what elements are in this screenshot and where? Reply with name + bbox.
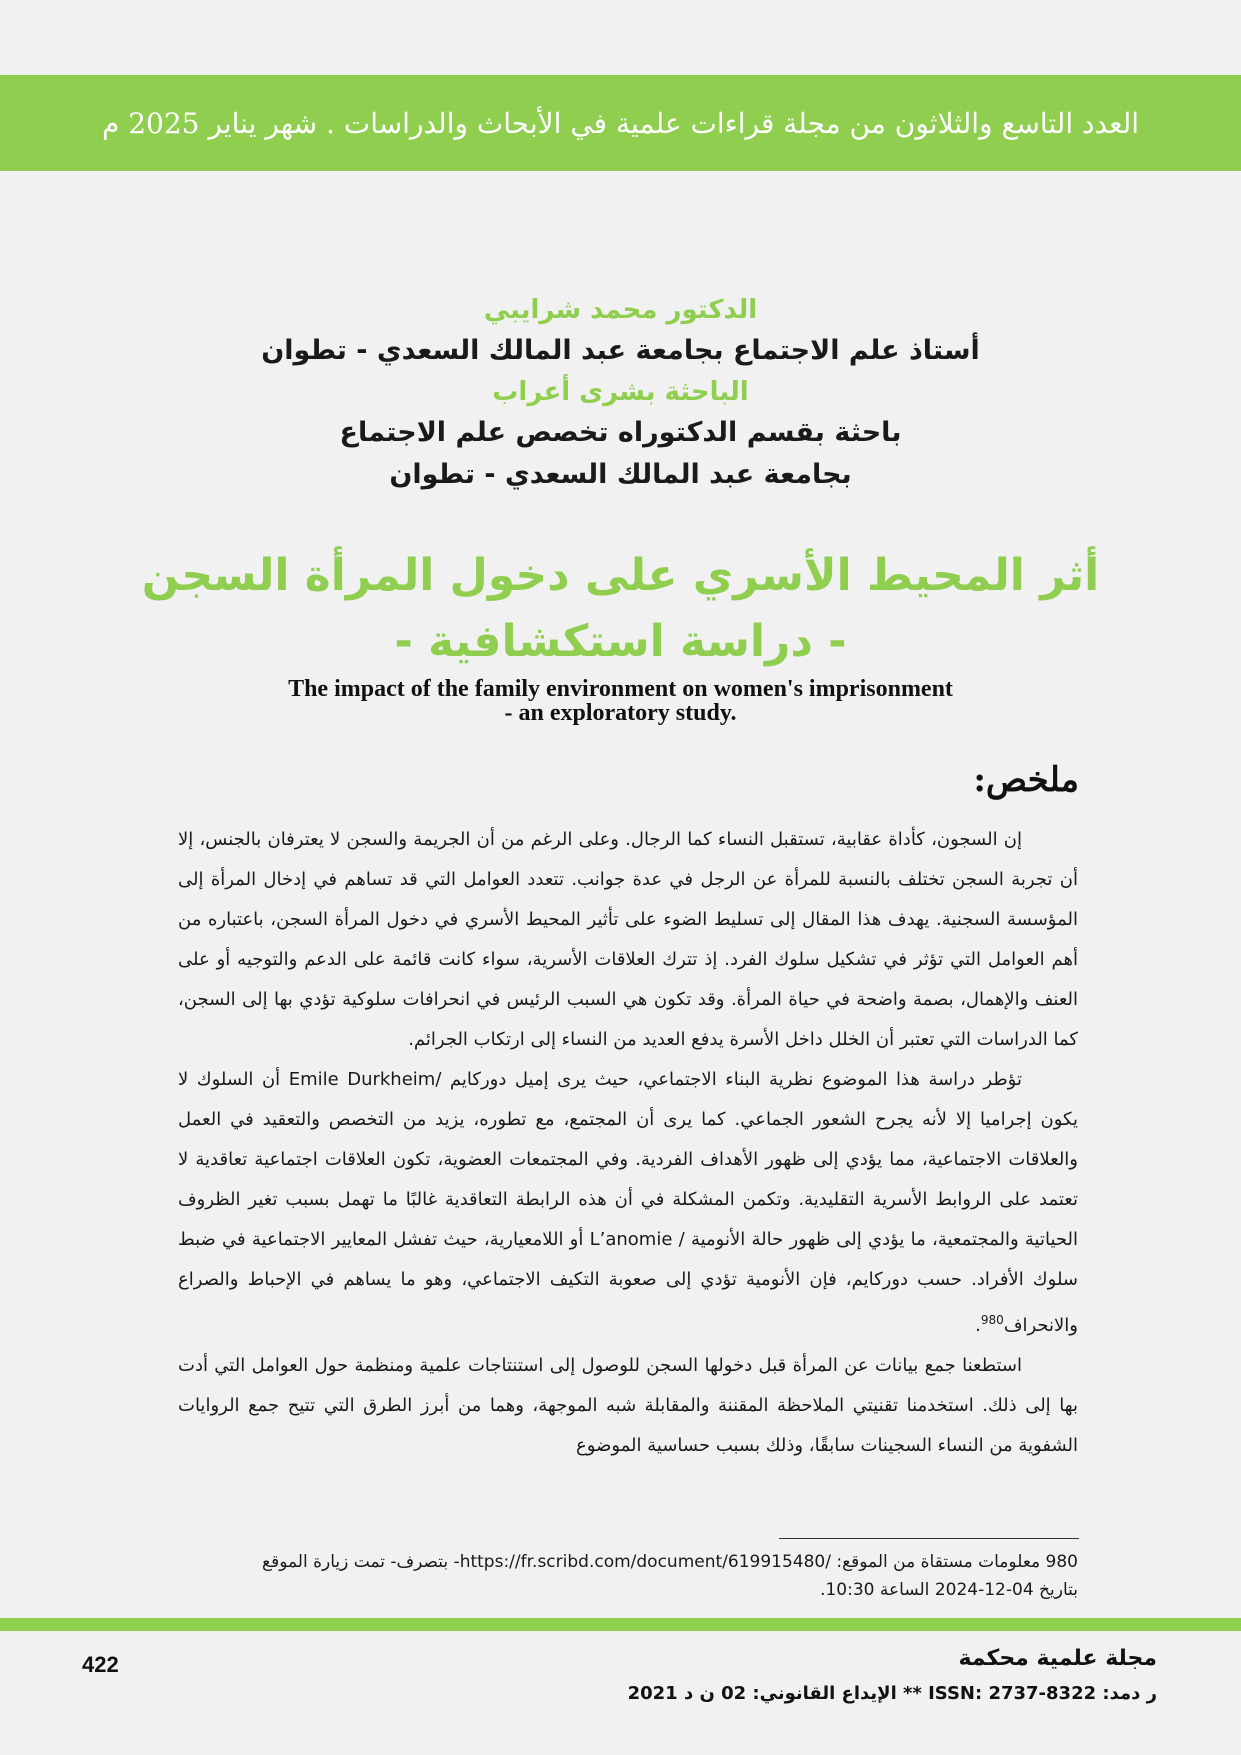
authors-block	[0, 290, 1241, 496]
abstract-paragraph-2-text: تؤطر دراسة هذا الموضوع نظرية البناء الاجتماعي، حيث يرى إميل دوركايم /Emile Durkheim أن السلوك لا يكون إجراميا إلا لأنه يجرح الشعور الجماعي. كما يرى أن المجتمع، مع تطوره، يزيد من التخصص والتعقيد في العمل والعلاقات الاجتماعية، مما يؤدي إلى ظهور الأهداف الفردية. وفي المجتمعات العضوية، تكون العلاقات اجتماعية تعاقدية لا تعتمد على الروابط الأسرية التقليدية. وتكمن المشكلة في أن هذه الرابطة التعاقدية غالبًا ما تهمل بسبب تغير الظروف الحياتية والمجتمعية، ما يؤدي إلى ظهور حالة الأنومية / L’anomie أو اللامعيارية، حيث تفشل المعايير الاجتماعية في ضبط سلوك الأفراد. حسب دوركايم، فإن الأنومية تؤدي إلى صعوبة التكيف الاجتماعي، وهو ما يساهم في الإحباط والصراع والانحراف	[178, 1069, 1078, 1336]
author1-name: الدكتور محمد شرايبي	[483, 295, 758, 325]
english-title-line2: - an exploratory study.	[504, 700, 737, 726]
author1-affiliation: أستاذ علم الاجتماع بجامعة عبد المالك السعدي - تطوان	[261, 335, 980, 366]
footnote	[178, 1548, 1078, 1604]
abstract-paragraph-2-end: .	[975, 1315, 981, 1336]
english-title-line1: The impact of the family environment on women's imprisonment	[288, 676, 953, 702]
abstract-paragraph-3: استطعنا جمع بيانات عن المرأة قبل دخولها السجن للوصول إلى استنتاجات علمية ومنظمة حول العوامل التي أدت بها إلى ذلك. استخدمنا تقنيتي الملاحظة المقننة والمقابلة شبه الموجهة، وهما من أبرز الطرق التي تتيح جمع الروايات الشفوية من النساء السجينات سابقًا، وذلك بسبب حساسية الموضوع	[178, 1355, 1078, 1456]
author2-name: الباحثة بشرى أعراب	[492, 377, 749, 407]
arabic-title-line2: - دراسة استكشافية -	[394, 616, 847, 667]
arabic-title-line1: أثر المحيط الأسري على دخول المرأة السجن	[141, 550, 1100, 601]
abstract-paragraph-1: إن السجون، كأداة عقابية، تستقبل النساء كما الرجال. وعلى الرغم من أن الجريمة والسجن لا يعترفان بالجنس، إلا أن تجربة السجن تختلف بالنسبة للمرأة عن الرجل في عدة جوانب. تتعدد العوامل التي قد تساهم في إدخال المرأة إلى المؤسسة السجنية. يهدف هذا المقال إلى تسليط الضوء على تأثير المحيط الأسري في دخول المرأة السجن، باعتباره من أهم العوامل التي تؤثر في تشكيل سلوك الفرد. إذ تترك العلاقات الأسرية، سواء كانت قائمة على الدعم والتوجيه أو على العنف والإهمال، بصمة واضحة في حياة المرأة. وقد تكون هي السبب الرئيس في انحرافات سلوكية تؤدي بها إلى السجن، كما الدراسات التي تعتبر أن الخلل داخل الأسرة يدفع العديد من النساء إلى ارتكاب الجرائم.	[178, 829, 1078, 1050]
header-band	[0, 75, 1241, 171]
abstract-heading: ملخص:	[973, 760, 1079, 800]
author2-affiliation-line2: بجامعة عبد المالك السعدي - تطوان	[389, 459, 852, 490]
english-title	[0, 677, 1241, 725]
footnote-line1: 980 معلومات مستقاة من الموقع: /https://fr.scribd.com/document/619915480- بتصرف- تمت زيارة الموقع	[262, 1552, 1078, 1572]
abstract-body	[178, 820, 1078, 1466]
footnote-line2: بتاريخ 04-12-2024 الساعة 10:30.	[820, 1580, 1078, 1600]
page-number: 422	[82, 1652, 119, 1677]
footnote-reference[interactable]: 980	[980, 1313, 1004, 1327]
footnote-divider	[779, 1538, 1079, 1539]
abstract-paragraph-2	[178, 1060, 1078, 1346]
journal-name: مجلة علمية محكمة	[958, 1646, 1157, 1671]
footer-band	[0, 1618, 1241, 1631]
journal-meta: ر دمد: ISSN: 2737-8322 ** الإيداع القانوني: 02 ن د 2021	[627, 1683, 1157, 1704]
author2-affiliation-line1: باحثة بقسم الدكتوراه تخصص علم الاجتماع	[339, 417, 902, 448]
issue-line: العدد التاسع والثلاثون من مجلة قراءات علمية في الأبحاث والدراسات . شهر يناير 2025 م	[101, 106, 1140, 140]
arabic-title	[0, 543, 1241, 675]
